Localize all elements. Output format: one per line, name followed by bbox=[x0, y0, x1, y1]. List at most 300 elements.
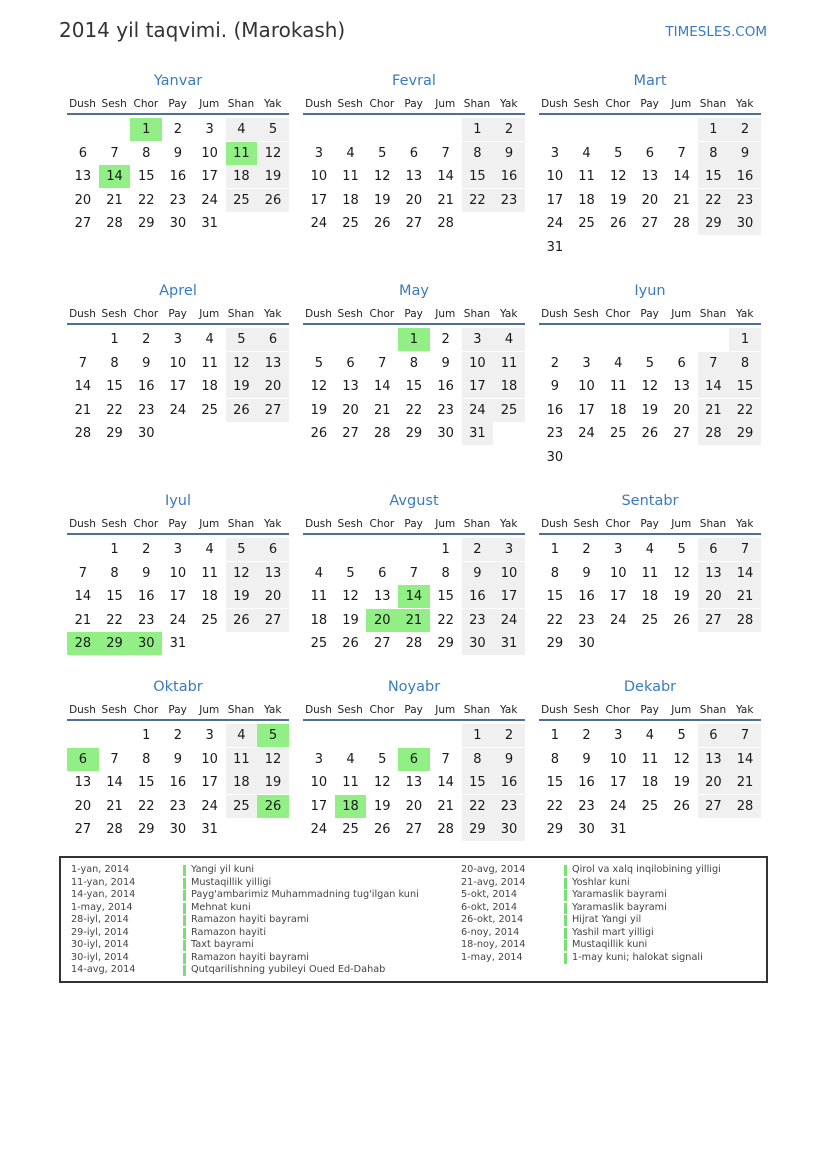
month-rule bbox=[539, 719, 761, 721]
month-sentabr bbox=[539, 493, 761, 693]
weekday-header: Jum bbox=[199, 308, 220, 320]
day-cell: 7 bbox=[409, 565, 419, 581]
weekday-header: Yak bbox=[263, 518, 282, 530]
day-cell: 5 bbox=[677, 728, 686, 743]
weekday-header: Jum bbox=[671, 98, 692, 110]
legend-date: 26-okt, 2014 bbox=[461, 914, 524, 925]
day-cell: 10 bbox=[169, 355, 187, 371]
weekday-header: Sesh bbox=[101, 98, 127, 110]
day-cell: 14 bbox=[729, 562, 761, 585]
month-name: Oktabr bbox=[153, 679, 203, 695]
day-cell: 3 bbox=[550, 145, 559, 161]
day-cell: 2 bbox=[550, 355, 559, 371]
day-cell: 16 bbox=[578, 775, 595, 791]
holiday-marker bbox=[564, 865, 567, 876]
day-cell: 11 bbox=[578, 169, 595, 185]
day-cell: 15 bbox=[405, 379, 423, 395]
weekday-header: Yak bbox=[499, 518, 518, 530]
day-cell: 1 bbox=[550, 728, 559, 743]
day-cell: 10 bbox=[310, 775, 328, 791]
holiday-marker bbox=[183, 878, 186, 889]
day-cell: 14 bbox=[106, 775, 123, 791]
day-cell: 22 bbox=[137, 798, 155, 814]
day-cell: 19 bbox=[673, 589, 690, 605]
day-cell: 15 bbox=[106, 379, 123, 395]
day-cell: 19 bbox=[373, 798, 391, 814]
day-cell: 29 bbox=[698, 212, 730, 235]
day-cell: 26 bbox=[673, 798, 690, 814]
day-cell: 28 bbox=[437, 216, 454, 232]
day-cell: 24 bbox=[169, 402, 187, 418]
day-cell: 11 bbox=[310, 589, 328, 605]
day-cell: 17 bbox=[201, 169, 218, 185]
day-cell: 8 bbox=[142, 751, 151, 767]
day-cell: 6 bbox=[698, 724, 730, 747]
day-cell: 21 bbox=[74, 402, 92, 418]
weekday-header: Sesh bbox=[101, 704, 127, 716]
weekday-header: Shan bbox=[227, 704, 255, 716]
day-cell: 18 bbox=[226, 771, 258, 794]
day-cell: 20 bbox=[673, 402, 690, 418]
holiday-day-cell: 1 bbox=[130, 118, 162, 141]
holiday-marker bbox=[564, 903, 567, 914]
weekday-header: Dush bbox=[305, 308, 332, 320]
holiday-marker bbox=[183, 928, 186, 939]
day-cell: 24 bbox=[462, 399, 494, 422]
day-cell: 5 bbox=[677, 542, 686, 557]
weekday-header: Dush bbox=[541, 98, 568, 110]
legend-holiday-name: Qirol va xalq inqilobining yilligi bbox=[572, 864, 721, 875]
weekday-header: Dush bbox=[69, 704, 96, 716]
day-cell: 30 bbox=[578, 822, 595, 838]
day-cell: 15 bbox=[729, 375, 761, 398]
month-name: Noyabr bbox=[387, 679, 441, 695]
holiday-legend bbox=[59, 856, 768, 983]
month-name: Avgust bbox=[389, 493, 439, 509]
day-cell: 6 bbox=[346, 355, 355, 371]
day-cell: 25 bbox=[201, 402, 218, 418]
day-cell: 2 bbox=[142, 542, 151, 557]
weekday-header: Sesh bbox=[101, 308, 127, 320]
weekday-header: Chor bbox=[133, 518, 159, 530]
day-cell: 17 bbox=[546, 192, 564, 208]
weekday-header: Dush bbox=[69, 98, 96, 110]
weekday-header: Sesh bbox=[573, 98, 599, 110]
weekday-header: Pay bbox=[404, 518, 423, 530]
weekday-header: Sesh bbox=[573, 308, 599, 320]
day-cell: 25 bbox=[493, 399, 525, 422]
legend-date: 29-iyl, 2014 bbox=[71, 926, 129, 938]
holiday-marker bbox=[564, 953, 567, 964]
day-cell: 22 bbox=[106, 612, 123, 628]
day-cell: 29 bbox=[546, 636, 564, 652]
day-cell: 16 bbox=[137, 379, 155, 395]
day-cell: 2 bbox=[582, 542, 591, 557]
day-cell: 23 bbox=[546, 426, 564, 442]
day-cell: 17 bbox=[462, 375, 494, 398]
weekday-header: Shan bbox=[227, 308, 255, 320]
legend-holiday-name: Hijrat Yangi yil bbox=[572, 914, 642, 925]
day-cell: 15 bbox=[546, 775, 564, 791]
weekday-header: Dush bbox=[69, 308, 96, 320]
day-cell: 8 bbox=[142, 145, 151, 161]
holiday-day-cell: 11 bbox=[226, 142, 258, 165]
day-cell: 12 bbox=[226, 352, 258, 375]
day-cell: 24 bbox=[310, 822, 328, 838]
month-rule bbox=[539, 533, 761, 535]
day-cell: 27 bbox=[641, 216, 659, 232]
day-cell: 24 bbox=[546, 216, 564, 232]
month-rule bbox=[539, 323, 761, 325]
day-cell: 31 bbox=[609, 822, 627, 838]
day-cell: 22 bbox=[405, 402, 423, 418]
day-cell: 26 bbox=[310, 426, 328, 442]
day-cell: 13 bbox=[257, 562, 289, 585]
weekday-header: Chor bbox=[605, 704, 631, 716]
month-rule bbox=[67, 533, 289, 535]
holiday-marker bbox=[564, 878, 567, 889]
day-cell: 21 bbox=[106, 192, 123, 208]
day-cell: 28 bbox=[729, 609, 761, 632]
day-cell: 15 bbox=[698, 165, 730, 188]
day-cell: 4 bbox=[205, 332, 214, 347]
day-cell: 17 bbox=[169, 379, 187, 395]
day-cell: 20 bbox=[74, 192, 92, 208]
day-cell: 3 bbox=[173, 542, 183, 557]
weekday-header: Pay bbox=[404, 98, 423, 110]
month-rule bbox=[303, 323, 525, 325]
day-cell: 14 bbox=[729, 748, 761, 771]
day-cell: 30 bbox=[462, 632, 494, 655]
weekday-header: Shan bbox=[699, 308, 727, 320]
day-cell: 5 bbox=[378, 145, 387, 161]
day-cell: 6 bbox=[645, 145, 655, 161]
day-cell: 31 bbox=[493, 632, 525, 655]
legend-date: 30-iyl, 2014 bbox=[71, 951, 129, 963]
day-cell: 2 bbox=[493, 118, 525, 141]
day-cell: 11 bbox=[641, 751, 659, 767]
legend-holiday-name: Mustaqillik kuni bbox=[572, 939, 648, 950]
day-cell: 15 bbox=[546, 589, 564, 605]
day-cell: 25 bbox=[578, 216, 595, 232]
day-cell: 18 bbox=[201, 589, 218, 605]
weekday-header: Sesh bbox=[337, 308, 363, 320]
day-cell: 8 bbox=[462, 142, 494, 165]
day-cell: 8 bbox=[409, 355, 419, 371]
weekday-header: Pay bbox=[168, 308, 187, 320]
day-cell: 12 bbox=[373, 169, 391, 185]
weekday-header: Jum bbox=[671, 308, 692, 320]
month-noyabr bbox=[303, 679, 525, 879]
day-cell: 13 bbox=[342, 379, 359, 395]
legend-holiday-name: Ramazon hayiti bayrami bbox=[191, 914, 309, 925]
day-cell: 30 bbox=[546, 450, 564, 465]
day-cell: 23 bbox=[578, 612, 595, 628]
day-cell: 2 bbox=[493, 724, 525, 747]
holiday-marker bbox=[183, 953, 186, 964]
day-cell: 10 bbox=[609, 751, 627, 767]
day-cell: 1 bbox=[110, 332, 119, 347]
day-cell: 9 bbox=[173, 751, 183, 767]
day-cell: 12 bbox=[310, 379, 328, 395]
legend-holiday-name: Yangi yil kuni bbox=[191, 864, 255, 875]
day-cell: 20 bbox=[257, 375, 289, 398]
day-cell: 2 bbox=[729, 118, 761, 141]
day-cell: 29 bbox=[437, 636, 454, 652]
weekday-header: Sesh bbox=[573, 518, 599, 530]
day-cell: 4 bbox=[226, 724, 258, 747]
weekday-header: Yak bbox=[499, 98, 518, 110]
legend-date: 6-okt, 2014 bbox=[461, 901, 517, 913]
month-oktabr bbox=[67, 679, 289, 879]
site-link[interactable]: TIMESLES.COM bbox=[665, 24, 767, 40]
holiday-marker bbox=[564, 915, 567, 926]
day-cell: 23 bbox=[437, 402, 454, 418]
weekday-header: Yak bbox=[735, 704, 754, 716]
day-cell: 4 bbox=[645, 542, 655, 557]
day-cell: 19 bbox=[310, 402, 328, 418]
day-cell: 27 bbox=[74, 822, 92, 838]
day-cell: 14 bbox=[698, 375, 730, 398]
day-cell: 5 bbox=[378, 751, 387, 767]
day-cell: 27 bbox=[405, 216, 423, 232]
day-cell: 3 bbox=[614, 728, 623, 743]
weekday-header: Chor bbox=[605, 518, 631, 530]
weekday-header: Shan bbox=[227, 518, 255, 530]
holiday-day-cell: 5 bbox=[257, 724, 289, 747]
day-cell: 12 bbox=[641, 379, 659, 395]
day-cell: 4 bbox=[346, 145, 355, 161]
holiday-marker bbox=[564, 890, 567, 901]
day-cell: 13 bbox=[257, 352, 289, 375]
day-cell: 25 bbox=[342, 216, 359, 232]
legend-holiday-name: Ramazon hayiti bbox=[191, 926, 267, 938]
day-cell: 23 bbox=[493, 795, 525, 818]
day-cell: 20 bbox=[698, 585, 730, 608]
day-cell: 14 bbox=[437, 775, 454, 791]
holiday-day-cell: 6 bbox=[398, 748, 430, 771]
day-cell: 10 bbox=[169, 565, 187, 581]
day-cell: 3 bbox=[462, 328, 494, 351]
day-cell: 21 bbox=[729, 771, 761, 794]
day-cell: 1 bbox=[698, 118, 730, 141]
day-cell: 16 bbox=[169, 169, 187, 185]
day-cell: 29 bbox=[137, 216, 155, 232]
day-cell: 29 bbox=[405, 426, 423, 442]
day-cell: 29 bbox=[462, 818, 494, 841]
day-cell: 16 bbox=[169, 775, 187, 791]
day-cell: 20 bbox=[342, 402, 359, 418]
day-cell: 28 bbox=[373, 426, 391, 442]
day-cell: 13 bbox=[405, 775, 423, 791]
day-cell: 9 bbox=[493, 748, 525, 771]
month-iyun bbox=[539, 283, 761, 483]
day-cell: 3 bbox=[314, 751, 323, 767]
weekday-header: Yak bbox=[263, 98, 282, 110]
legend-date: 6-noy, 2014 bbox=[461, 926, 520, 938]
day-cell: 3 bbox=[493, 538, 525, 561]
holiday-marker bbox=[183, 903, 186, 914]
day-cell: 9 bbox=[493, 142, 525, 165]
day-cell: 1 bbox=[462, 724, 494, 747]
day-cell: 26 bbox=[257, 189, 289, 212]
month-avgust bbox=[303, 493, 525, 693]
day-cell: 24 bbox=[310, 216, 328, 232]
day-cell: 22 bbox=[546, 612, 564, 628]
day-cell: 4 bbox=[645, 728, 655, 743]
day-cell: 7 bbox=[698, 352, 730, 375]
weekday-header: Dush bbox=[305, 704, 332, 716]
month-fevral bbox=[303, 73, 525, 273]
day-cell: 12 bbox=[257, 748, 289, 771]
day-cell: 7 bbox=[78, 565, 87, 581]
day-cell: 6 bbox=[78, 145, 87, 161]
day-cell: 25 bbox=[201, 612, 218, 628]
day-cell: 27 bbox=[405, 822, 423, 838]
weekday-header: Pay bbox=[640, 518, 659, 530]
weekday-header: Shan bbox=[463, 98, 491, 110]
month-rule bbox=[67, 113, 289, 115]
weekday-header: Jum bbox=[435, 704, 456, 716]
day-cell: 27 bbox=[373, 636, 391, 652]
day-cell: 12 bbox=[673, 565, 690, 581]
day-cell: 21 bbox=[106, 798, 123, 814]
holiday-day-cell: 29 bbox=[99, 632, 131, 655]
weekday-header: Jum bbox=[671, 518, 692, 530]
legend-holiday-name: Payg'ambarimiz Muhammadning tug'ilgan kuni bbox=[191, 889, 419, 900]
weekday-header: Pay bbox=[640, 308, 659, 320]
day-cell: 16 bbox=[437, 379, 454, 395]
day-cell: 27 bbox=[698, 609, 730, 632]
weekday-header: Pay bbox=[168, 704, 187, 716]
day-cell: 11 bbox=[641, 565, 659, 581]
day-cell: 10 bbox=[201, 145, 218, 161]
legend-holiday-name: Qutqarilishning yubileyi Oued Ed-Dahab bbox=[191, 964, 386, 975]
day-cell: 25 bbox=[226, 795, 258, 818]
day-cell: 24 bbox=[169, 612, 187, 628]
day-cell: 19 bbox=[342, 612, 359, 628]
day-cell: 1 bbox=[729, 328, 761, 351]
legend-date: 14-yan, 2014 bbox=[71, 889, 136, 900]
day-cell: 12 bbox=[373, 775, 391, 791]
legend-date: 21-avg, 2014 bbox=[461, 876, 526, 888]
day-cell: 3 bbox=[614, 542, 623, 557]
weekday-header: Yak bbox=[735, 308, 754, 320]
weekday-header: Chor bbox=[605, 308, 631, 320]
month-name: Fevral bbox=[392, 73, 436, 89]
day-cell: 30 bbox=[493, 818, 525, 841]
weekday-header: Sesh bbox=[337, 98, 363, 110]
weekday-header: Chor bbox=[133, 704, 159, 716]
day-cell: 9 bbox=[142, 355, 151, 371]
day-cell: 19 bbox=[257, 165, 289, 188]
holiday-day-cell: 30 bbox=[130, 632, 162, 655]
weekday-header: Chor bbox=[369, 308, 395, 320]
weekday-header: Pay bbox=[404, 704, 423, 716]
day-cell: 6 bbox=[409, 145, 419, 161]
legend-date: 1-yan, 2014 bbox=[71, 864, 130, 875]
day-cell: 5 bbox=[257, 118, 289, 141]
day-cell: 11 bbox=[201, 355, 218, 371]
day-cell: 19 bbox=[673, 775, 690, 791]
day-cell: 24 bbox=[609, 798, 627, 814]
day-cell: 18 bbox=[578, 192, 595, 208]
day-cell: 19 bbox=[609, 192, 627, 208]
day-cell: 30 bbox=[169, 216, 187, 232]
day-cell: 6 bbox=[677, 355, 686, 371]
day-cell: 28 bbox=[673, 216, 690, 232]
weekday-header: Yak bbox=[499, 704, 518, 716]
day-cell: 6 bbox=[257, 328, 289, 351]
holiday-marker bbox=[564, 940, 567, 951]
day-cell: 8 bbox=[110, 565, 119, 581]
day-cell: 25 bbox=[342, 822, 359, 838]
legend-date: 30-iyl, 2014 bbox=[71, 939, 129, 950]
day-cell: 2 bbox=[462, 538, 494, 561]
legend-date: 28-iyl, 2014 bbox=[71, 914, 129, 925]
day-cell: 5 bbox=[645, 355, 655, 371]
day-cell: 10 bbox=[310, 169, 328, 185]
day-cell: 13 bbox=[673, 379, 690, 395]
day-cell: 17 bbox=[169, 589, 187, 605]
holiday-day-cell: 20 bbox=[366, 609, 398, 632]
day-cell: 7 bbox=[729, 538, 761, 561]
weekday-header: Jum bbox=[199, 518, 220, 530]
day-cell: 9 bbox=[173, 145, 183, 161]
day-cell: 25 bbox=[641, 798, 659, 814]
day-cell: 8 bbox=[550, 565, 559, 581]
day-cell: 28 bbox=[405, 636, 423, 652]
month-name: Dekabr bbox=[623, 679, 677, 695]
day-cell: 7 bbox=[78, 355, 87, 371]
day-cell: 5 bbox=[314, 355, 323, 371]
month-name: Yanvar bbox=[153, 73, 203, 89]
legend-date: 1-may, 2014 bbox=[461, 951, 523, 963]
day-cell: 23 bbox=[493, 189, 525, 212]
day-cell: 22 bbox=[546, 798, 564, 814]
day-cell: 10 bbox=[578, 379, 595, 395]
day-cell: 17 bbox=[310, 798, 328, 814]
day-cell: 11 bbox=[493, 352, 525, 375]
day-cell: 30 bbox=[437, 426, 454, 442]
day-cell: 28 bbox=[729, 795, 761, 818]
month-rule bbox=[67, 323, 289, 325]
holiday-day-cell: 21 bbox=[398, 609, 430, 632]
day-cell: 26 bbox=[373, 822, 391, 838]
day-cell: 15 bbox=[462, 165, 494, 188]
month-yanvar bbox=[67, 73, 289, 273]
legend-holiday-name: Yashil mart yilligi bbox=[572, 926, 654, 938]
day-cell: 24 bbox=[201, 798, 218, 814]
weekday-header: Chor bbox=[369, 704, 395, 716]
day-cell: 1 bbox=[110, 542, 119, 557]
day-cell: 5 bbox=[346, 565, 355, 581]
day-cell: 11 bbox=[342, 169, 359, 185]
day-cell: 8 bbox=[550, 751, 559, 767]
weekday-header: Jum bbox=[671, 704, 692, 716]
page-title: 2014 yil taqvimi. (Marokash) bbox=[59, 18, 346, 42]
day-cell: 22 bbox=[437, 612, 454, 628]
day-cell: 8 bbox=[110, 355, 119, 371]
day-cell: 21 bbox=[437, 798, 454, 814]
day-cell: 13 bbox=[698, 748, 730, 771]
weekday-header: Pay bbox=[640, 98, 659, 110]
weekday-header: Dush bbox=[541, 308, 568, 320]
day-cell: 7 bbox=[729, 724, 761, 747]
month-aprel bbox=[67, 283, 289, 483]
weekday-header: Jum bbox=[199, 98, 220, 110]
day-cell: 27 bbox=[257, 609, 289, 632]
